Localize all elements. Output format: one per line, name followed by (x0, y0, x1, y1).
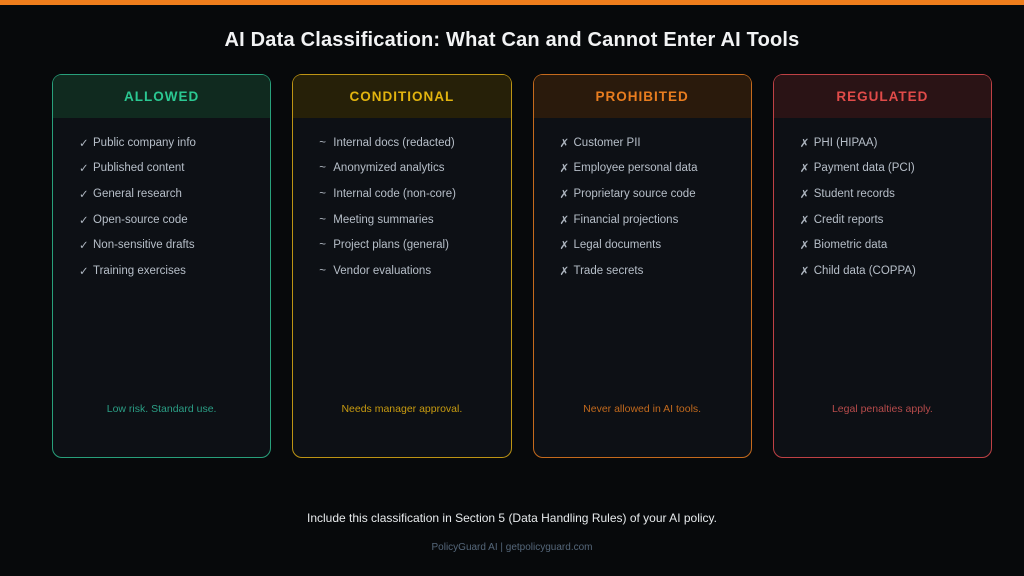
list-item (560, 258, 729, 284)
card-prohibited-header: PROHIBITED (534, 75, 751, 118)
list-item (79, 207, 248, 233)
list-item-label: Payment data (PCI) (813, 162, 915, 175)
list-item-label: Employee personal data (573, 162, 698, 175)
tilde-icon: ~ (319, 264, 326, 277)
list-item-label: Proprietary source code (573, 187, 696, 200)
list-item-label: Public company info (93, 136, 196, 149)
list-item-label: Legal documents (573, 239, 662, 252)
x-icon: ✗ (559, 163, 570, 176)
list-item-label: Published content (93, 162, 185, 175)
x-icon: ✗ (559, 137, 570, 150)
card-regulated-footer-note: Legal penalties apply. (831, 403, 933, 415)
check-icon: ✓ (79, 214, 89, 227)
card-conditional-header: CONDITIONAL (293, 75, 510, 118)
list-item (560, 156, 729, 182)
x-icon: ✗ (559, 265, 570, 278)
list-item (319, 156, 488, 182)
list-item-label: Internal docs (redacted) (333, 136, 455, 149)
tilde-icon: ~ (319, 239, 326, 252)
x-icon: ✗ (799, 214, 810, 227)
tilde-icon: ~ (319, 162, 326, 175)
classification-columns (52, 74, 992, 458)
list-item (800, 258, 969, 284)
x-icon: ✗ (559, 188, 570, 201)
list-item-label: Customer PII (573, 136, 641, 149)
list-item-label: Biometric data (813, 239, 888, 252)
list-item-label: Open-source code (93, 213, 188, 226)
x-icon: ✗ (799, 137, 810, 150)
tilde-icon: ~ (319, 213, 326, 226)
list-item-label: Non-sensitive drafts (93, 239, 195, 252)
list-item-label: Credit reports (813, 213, 884, 226)
card-regulated-items (774, 118, 991, 284)
list-item-label: Student records (813, 187, 895, 200)
list-item (800, 181, 969, 207)
policy-instruction-note: Include this classification in Section 5 (Data Handling Rules) of your AI policy. (307, 511, 717, 525)
list-item-label: Trade secrets (573, 264, 644, 277)
card-conditional (292, 74, 511, 458)
tilde-icon: ~ (319, 187, 326, 200)
list-item-label: Vendor evaluations (333, 264, 432, 277)
x-icon: ✗ (559, 240, 570, 253)
accent-top-bar (0, 0, 1024, 5)
list-item-label: Child data (COPPA) (813, 264, 916, 277)
list-item (319, 181, 488, 207)
x-icon: ✗ (799, 188, 810, 201)
list-item (560, 232, 729, 258)
brand-footer: PolicyGuard AI | getpolicyguard.com (431, 542, 593, 553)
list-item (800, 207, 969, 233)
card-prohibited (533, 74, 752, 458)
list-item (800, 232, 969, 258)
card-conditional-footer-note: Needs manager approval. (341, 403, 463, 415)
list-item (319, 258, 488, 284)
check-icon: ✓ (79, 137, 89, 150)
list-item-label: Project plans (general) (333, 239, 449, 252)
card-allowed-header: ALLOWED (53, 75, 270, 118)
list-item (560, 181, 729, 207)
card-allowed (52, 74, 271, 458)
card-regulated-header: REGULATED (774, 75, 991, 118)
list-item (560, 207, 729, 233)
list-item (319, 207, 488, 233)
x-icon: ✗ (799, 265, 810, 278)
card-allowed-items (53, 118, 270, 284)
list-item (79, 232, 248, 258)
list-item-label: Financial projections (573, 213, 679, 226)
list-item (79, 181, 248, 207)
card-allowed-footer-note: Low risk. Standard use. (106, 403, 217, 415)
x-icon: ✗ (559, 214, 570, 227)
list-item (560, 130, 729, 156)
x-icon: ✗ (799, 240, 810, 253)
card-prohibited-footer-note: Never allowed in AI tools. (583, 403, 702, 415)
x-icon: ✗ (799, 163, 810, 176)
tilde-icon: ~ (319, 136, 326, 149)
list-item (319, 232, 488, 258)
list-item-label: Internal code (non-core) (333, 187, 456, 200)
page-title: AI Data Classification: What Can and Cannot Enter AI Tools (224, 29, 800, 51)
list-item (79, 130, 248, 156)
list-item-label: PHI (HIPAA) (813, 136, 878, 149)
list-item-label: Training exercises (93, 264, 186, 277)
list-item (800, 130, 969, 156)
list-item-label: Anonymized analytics (333, 162, 445, 175)
list-item (79, 258, 248, 284)
card-regulated (773, 74, 992, 458)
card-prohibited-items (534, 118, 751, 284)
list-item (800, 156, 969, 182)
list-item-label: General research (93, 187, 182, 200)
check-icon: ✓ (79, 163, 89, 176)
check-icon: ✓ (79, 240, 89, 253)
check-icon: ✓ (79, 188, 89, 201)
check-icon: ✓ (79, 265, 89, 278)
card-conditional-items (293, 118, 510, 284)
list-item (319, 130, 488, 156)
list-item-label: Meeting summaries (333, 213, 434, 226)
list-item (79, 156, 248, 182)
